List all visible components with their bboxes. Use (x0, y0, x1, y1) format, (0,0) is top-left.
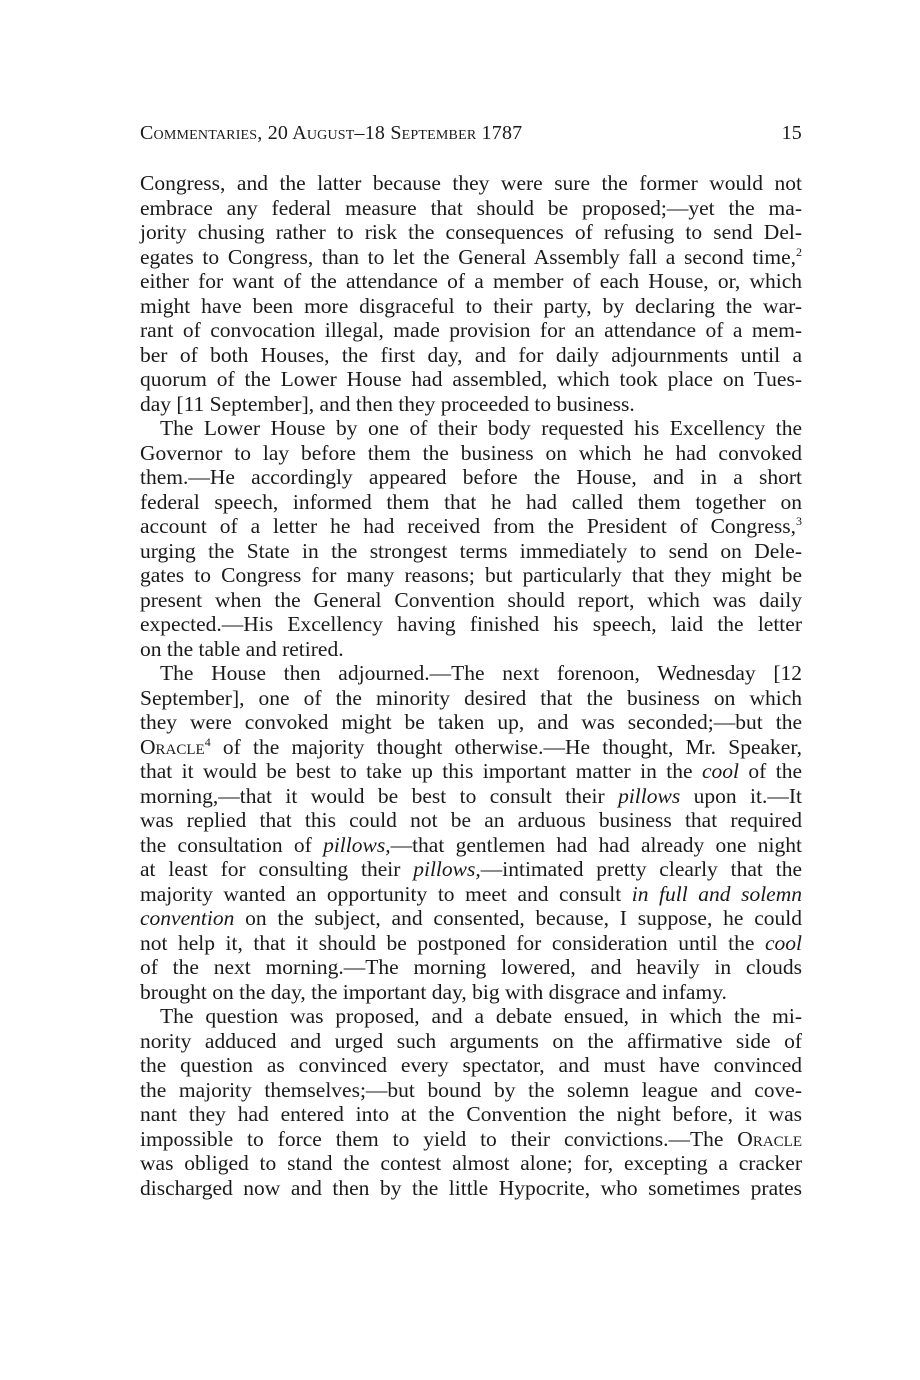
text-line: expected.—His Excellency having finished his speech, laid the letter (140, 612, 802, 636)
text-line: morning,—that it would be best to consult their pillows upon it.—It (140, 783, 802, 808)
text-line: Governor to lay before them the business on which he had convoked (140, 440, 802, 465)
text-line: convention on the subject, and consented, because, I suppose, he could (140, 906, 802, 930)
text-line: day [11 September], and then they proceeded to business. (140, 391, 635, 416)
text-line: federal speech, informed them that he had called them together on (140, 489, 802, 514)
text-line: jority chusing rather to risk the consequences of refusing to send Del- (140, 220, 802, 244)
text-line: The House then adjourned.—The next forenoon, Wednesday [12 (160, 661, 802, 685)
text-line: either for want of the attendance of a member of each House, or, which (140, 269, 802, 293)
text-line: ber of both Houses, the first day, and for daily adjournments until a (140, 342, 802, 367)
text-line: account of a letter he had received from the President of Congress,$^3$ (140, 514, 802, 538)
footnote-ref-2: 2 (796, 244, 802, 259)
text-line: on the table and retired. (140, 636, 344, 661)
text-line: the question as convinced every spectator, and must have convinced (140, 1053, 802, 1077)
text-line: Oracle$^4$ of the majority thought otherwise.—He thought, Mr. Speaker, (140, 734, 802, 759)
text-line: September], one of the minority desired that the business on which (140, 685, 802, 710)
text-line: majority wanted an opportunity to meet and consult in full and solemn (140, 881, 802, 906)
text-line: discharged now and then by the little Hypocrite, who sometimes prates (140, 1175, 802, 1200)
text-line: that it would be best to take up this important matter in the cool of the (140, 759, 802, 783)
body-text (140, 171, 802, 1200)
text-line: quorum of the Lower House had assembled, which took place on Tues- (140, 367, 802, 391)
text-line: nority adduced and urged such arguments on the affirmative side of (140, 1028, 802, 1053)
text-line: egates to Congress, than to let the General Assembly fall a second time,$^2$ (140, 244, 802, 269)
text-line: nant they had entered into at the Convention the night before, it was (140, 1102, 802, 1126)
text-line: Congress, and the latter because they were sure the former would not (140, 171, 802, 195)
text-line: was replied that this could not be an arduous business that required (140, 808, 802, 832)
footnote-ref-3: 3 (796, 514, 802, 528)
text-line: rant of convocation illegal, made provision for an attendance of a mem- (140, 318, 802, 342)
text-line: The Lower House by one of their body requested his Excellency the (160, 416, 802, 440)
text-line: the consultation of pillows,—that gentlemen had had already one night (140, 832, 803, 857)
text-line: was obliged to stand the contest almost alone; for, excepting a cracker (140, 1151, 802, 1175)
text-line: urging the State in the strongest terms immediately to send on Dele- (140, 538, 802, 563)
text-line: at least for consulting their pillows,—intimated pretty clearly that the (140, 857, 803, 881)
text-line: The question was proposed, and a debate ensued, in which the mi- (160, 1004, 802, 1028)
text-line: brought on the day, the important day, big with disgrace and infamy. (140, 979, 727, 1004)
text-line: impossible to force them to yield to their convictions.—The Oracle (140, 1126, 802, 1151)
text-line: gates to Congress for many reasons; but particularly that they might be (140, 563, 802, 587)
running-head-title: Commentaries, 20 August–18 September 1787 (140, 122, 523, 144)
text-line: the majority themselves;—but bound by the solemn league and cove- (140, 1077, 802, 1102)
text-line: not help it, that it should be postponed for consideration until the cool (140, 930, 802, 955)
running-head (140, 122, 802, 152)
text-line: they were convoked might be taken up, and was seconded;—but the (140, 710, 802, 734)
text-line: might have been more disgraceful to their party, by declaring the war- (140, 293, 802, 318)
text-line: of the next morning.—The morning lowered, and heavily in clouds (140, 955, 802, 979)
text-line: present when the General Convention should report, which was daily (140, 587, 802, 612)
text-line: embrace any federal measure that should be proposed;—yet the ma- (140, 195, 802, 220)
text-line: them.—He accordingly appeared before the House, and in a short (140, 465, 802, 489)
footnote-ref-4: 4 (204, 734, 211, 749)
page-number: 15 (781, 122, 802, 144)
